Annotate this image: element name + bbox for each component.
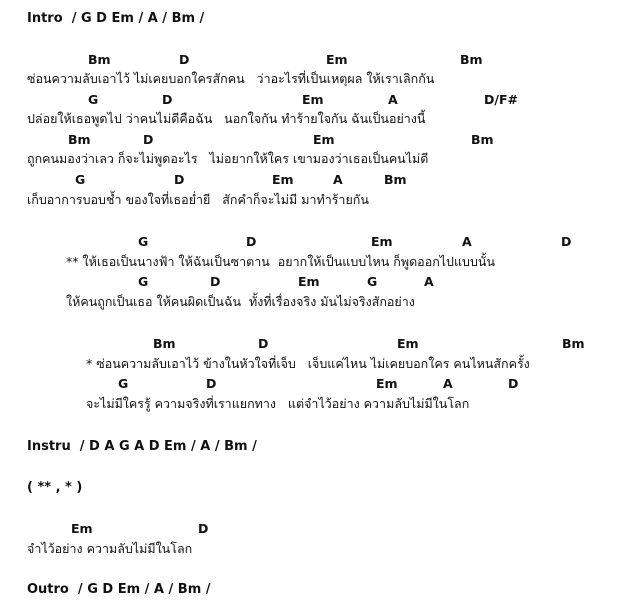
chord: Bm xyxy=(460,52,483,67)
chord: D xyxy=(143,132,154,147)
lyric-line: จำไว้อย่าง ความลับไม่มีในโลก xyxy=(27,541,193,556)
chord: Em xyxy=(371,234,393,249)
chord: A xyxy=(333,172,343,187)
chord: G xyxy=(75,172,86,187)
chord: G xyxy=(118,376,129,391)
chord: D xyxy=(198,521,209,536)
chord: Em xyxy=(326,52,348,67)
chord: Em xyxy=(376,376,398,391)
lyric-line: ** ให้เธอเป็นนางฟ้า ให้ฉันเป็นซาตาน อยากให้เป็นแบบไหน ก็พูดออกไปแบบนั้น xyxy=(66,254,496,269)
chord: D xyxy=(179,52,190,67)
chord: A xyxy=(388,92,398,107)
chord: Bm xyxy=(384,172,407,187)
chord: D xyxy=(210,274,221,289)
chord: Bm xyxy=(562,336,585,351)
chord: Em xyxy=(272,172,294,187)
chord: A xyxy=(462,234,472,249)
chord: Em xyxy=(298,274,320,289)
lyric-line: * ซ่อนความลับเอาไว้ ข้างในหัวใจที่เจ็บ เจ็บแค่ไหน ไม่เคยบอกใคร คนไหนสักครั้ง xyxy=(86,356,530,371)
chord: D xyxy=(174,172,185,187)
chord: G xyxy=(138,274,149,289)
chord: D xyxy=(561,234,572,249)
chord: G xyxy=(367,274,378,289)
chord: Em xyxy=(71,521,93,536)
lyric-line: ซ่อนความลับเอาไว้ ไม่เคยบอกใครสักคน ว่าอะไรที่เป็นเหตุผล ให้เราเลิกกัน xyxy=(27,71,435,86)
lyric-line: ให้คนถูกเป็นเธอ ให้คนผิดเป็นฉัน ทั้งที่เรื่องจริง มันไม่จริงสักอย่าง xyxy=(66,294,415,309)
chord: Em xyxy=(313,132,335,147)
lyric-line: ปล่อยให้เธอพูดไป ว่าคนไม่ดีคือฉัน นอกใจกัน ทำร้ายใจกัน ฉันเป็นอย่างนี้ xyxy=(27,111,426,126)
chord: Bm xyxy=(471,132,494,147)
chord: Em xyxy=(397,336,419,351)
lyric-line: จะไม่มีใครรู้ ความจริงที่เราแยกทาง แต่จำไว้อย่าง ความลับไม่มีในโลก xyxy=(86,396,470,411)
chord: G xyxy=(88,92,99,107)
lyric-line: เก็บอาการบอบช้ำ ของใจที่เธอย่ำยี สักคำก็จะไม่มี มาทำร้ายกัน xyxy=(27,192,369,207)
outro-line: Outro / G D Em / A / Bm / xyxy=(27,582,211,597)
chord: D xyxy=(258,336,269,351)
chord: A xyxy=(443,376,453,391)
chord: D/F# xyxy=(484,92,518,107)
repeat-marker: ( ** , * ) xyxy=(27,480,83,495)
chord: Bm xyxy=(88,52,111,67)
chord: D xyxy=(508,376,519,391)
chord: Bm xyxy=(153,336,176,351)
chord: D xyxy=(206,376,217,391)
chord: D xyxy=(246,234,257,249)
chord: G xyxy=(138,234,149,249)
chord: Em xyxy=(302,92,324,107)
lyric-line: ถูกคนมองว่าเลว ก็จะไม่พูดอะไร ไม่อยากให้ใคร เขามองว่าเธอเป็นคนไม่ดี xyxy=(27,151,429,166)
instru-line: Instru / D A G A D Em / A / Bm / xyxy=(27,439,257,454)
chord: A xyxy=(424,274,434,289)
chord: D xyxy=(162,92,173,107)
intro-line: Intro / G D Em / A / Bm / xyxy=(27,11,205,26)
chord: Bm xyxy=(68,132,91,147)
